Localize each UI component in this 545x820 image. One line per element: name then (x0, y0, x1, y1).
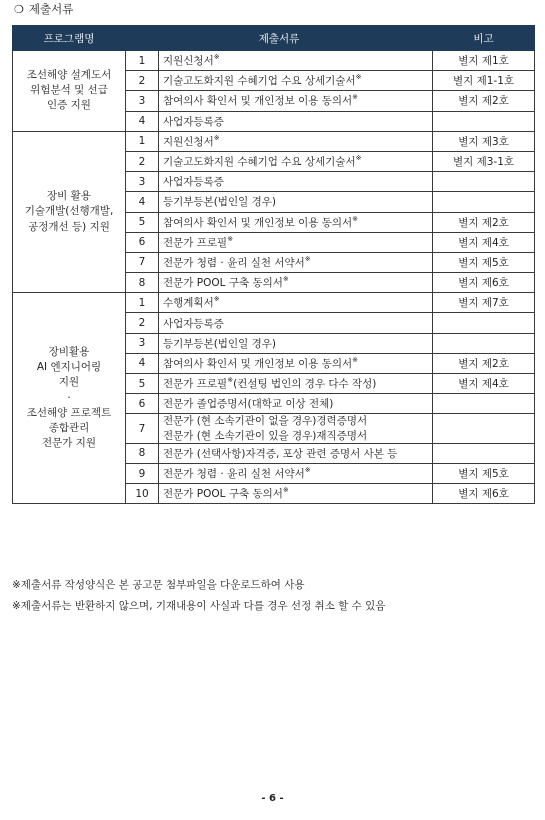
program-name-line: 전문가 지원 (41, 437, 97, 450)
note-cell (433, 414, 535, 443)
program-name-line: 인증 지원 (47, 99, 91, 112)
note-cell: 별지 제5호 (433, 463, 535, 483)
form-mark: ※ (282, 275, 289, 284)
document-name-cell (159, 91, 433, 111)
note-cell: 별지 제2호 (433, 353, 535, 373)
program-name-line: 공정개선 등) 지원 (28, 220, 110, 233)
note-cell: 별지 제3-1호 (433, 151, 535, 171)
document-name-cell (159, 394, 433, 414)
document-name-cell (159, 484, 433, 504)
row-number: 6 (126, 232, 159, 252)
document-name: 기술고도화지원 수혜기업 수요 상세기술서 (163, 156, 356, 169)
document-name-cell (159, 51, 433, 71)
row-number: 3 (126, 333, 159, 353)
document-name-cell (159, 463, 433, 483)
document-name-cell (159, 111, 433, 131)
document-name: 사업자등록증 (163, 176, 224, 189)
row-number: 9 (126, 463, 159, 483)
row-number: 10 (126, 484, 159, 504)
form-mark: ※ (352, 93, 358, 102)
note-cell: 별지 제4호 (433, 232, 535, 252)
table-row (13, 51, 535, 71)
document-name-cell (159, 172, 433, 192)
program-name-line: AI 엔지니어링 (36, 361, 102, 374)
document-name: 사업자등록증 (163, 115, 224, 128)
document-name-cell (159, 414, 433, 443)
table-row (13, 293, 535, 313)
footnotes (12, 575, 385, 617)
row-number: 2 (126, 313, 159, 333)
program-name-line: 지원 (58, 376, 80, 389)
header-note: 비고 (433, 26, 535, 51)
program-name-line: 위험분석 및 선급 (30, 84, 108, 97)
row-number: 5 (126, 212, 159, 232)
form-mark: ※ (304, 254, 311, 263)
row-number: 8 (126, 273, 159, 293)
program-name-line: · (67, 391, 71, 404)
section-heading (14, 1, 73, 17)
document-name: 전문가 POOL 구축 동의서 (163, 488, 283, 501)
document-name-cell (159, 151, 433, 171)
row-number: 3 (126, 91, 159, 111)
document-name: 참여의사 확인서 및 개인정보 이용 동의서 (163, 357, 353, 370)
row-number: 8 (126, 443, 159, 463)
row-number: 1 (126, 51, 159, 71)
document-name-cell (159, 333, 433, 353)
document-name: 전문가 프로필 (163, 378, 228, 391)
row-number: 3 (126, 172, 159, 192)
form-mark: ※ (213, 53, 220, 62)
program-name-cell (13, 131, 126, 293)
document-name: 전문가 청렴 · 윤리 실천 서약서 (163, 256, 305, 269)
document-name-line2: 전문가 (현 소속기관이 있을 경우)재직증명서 (163, 429, 368, 442)
document-name: 지원신청서 (163, 135, 214, 148)
document-name: 지원신청서 (163, 55, 214, 68)
note-cell (433, 313, 535, 333)
note-cell: 별지 제7호 (433, 293, 535, 313)
table-row (13, 131, 535, 151)
program-name-line: 장비 활용 (47, 190, 91, 203)
row-number: 4 (126, 353, 159, 373)
document-name-cell (159, 192, 433, 212)
document-name-cell (159, 293, 433, 313)
document-name: 전문가 청렴 · 윤리 실천 서약서 (163, 468, 305, 480)
document-name: 전문가 졸업증명서(대학교 이상 전체) (163, 398, 334, 411)
note-cell: 별지 제6호 (433, 484, 535, 504)
form-mark: ※ (352, 355, 358, 364)
document-name-cell (159, 212, 433, 232)
row-number: 6 (126, 394, 159, 414)
document-name-cell (159, 71, 433, 91)
note-cell (433, 192, 535, 212)
footnote: ※제출서류는 반환하지 않으며, 기재내용이 사실과 다를 경우 선정 취소 할 수 있음 (12, 600, 386, 612)
form-mark: ※ (227, 376, 234, 385)
document-name-cell (159, 232, 433, 252)
note-cell: 별지 제1호 (433, 51, 535, 71)
document-name-cell (159, 443, 433, 463)
document-name-cell (159, 353, 433, 373)
note-cell: 별지 제2호 (433, 91, 535, 111)
document-name-cell (159, 374, 433, 394)
row-number: 7 (126, 252, 159, 272)
form-mark: ※ (355, 73, 362, 82)
footnote: ※제출서류 작성양식은 본 공고문 첨부파일을 다운로드하여 사용 (12, 579, 305, 591)
note-cell (433, 333, 535, 353)
table-header-row (13, 26, 535, 51)
document-name-cell (159, 273, 433, 293)
row-number: 2 (126, 151, 159, 171)
note-cell (433, 394, 535, 414)
form-mark: ※ (213, 133, 220, 142)
document-name: 전문가 POOL 구축 동의서 (163, 277, 283, 290)
document-name: 참여의사 확인서 및 개인정보 이용 동의서 (163, 216, 353, 229)
row-number: 5 (126, 374, 159, 394)
program-name-line: 기술개발(선행개발, (24, 205, 114, 218)
note-cell (433, 111, 535, 131)
note-cell: 별지 제6호 (433, 273, 535, 293)
header-program: 프로그램명 (13, 26, 126, 51)
note-cell: 별지 제2호 (433, 212, 535, 232)
document-name-cell (159, 131, 433, 151)
form-mark: ※ (213, 295, 220, 304)
note-cell: 별지 제4호 (433, 374, 535, 394)
document-name: 참여의사 확인서 및 개인정보 이용 동의서 (163, 95, 353, 108)
note-cell (433, 172, 535, 192)
document-name: 기술고도화지원 수혜기업 수요 상세기술서 (163, 75, 356, 88)
document-name-cell (159, 313, 433, 333)
program-name-line: 조선해양 프로젝트 (26, 406, 112, 419)
section-title: 제출서류 (28, 2, 74, 16)
circle-bullet-icon: ❍ (14, 2, 24, 16)
document-name: 등기부등본(법인일 경우) (163, 196, 276, 209)
documents-table (12, 25, 535, 504)
program-name-cell (13, 51, 126, 132)
row-number: 4 (126, 192, 159, 212)
table-body (13, 51, 535, 504)
document-name: 전문가 프로필 (163, 236, 228, 249)
note-cell (433, 443, 535, 463)
row-number: 7 (126, 414, 159, 443)
header-docs: 제출서류 (126, 26, 433, 51)
program-name-line: 종합관리 (48, 422, 90, 435)
row-number: 1 (126, 293, 159, 313)
program-name-cell (13, 293, 126, 504)
form-mark: ※ (304, 466, 311, 474)
form-mark: ※ (227, 234, 234, 243)
page-number: - 6 - (261, 793, 284, 804)
program-name-line: 장비활용 (48, 346, 90, 358)
document-name: 전문가 (선택사항)자격증, 포상 관련 증명서 사본 등 (163, 447, 398, 460)
row-number: 1 (126, 131, 159, 151)
row-number: 4 (126, 111, 159, 131)
note-cell: 별지 제1-1호 (433, 71, 535, 91)
document-name-cell (159, 252, 433, 272)
document-name: 수행계획서 (163, 297, 214, 310)
document-name: 전문가 (현 소속기관이 없을 경우)경력증명서 (163, 415, 368, 428)
note-cell: 별지 제3호 (433, 131, 535, 151)
form-mark: ※ (282, 486, 289, 495)
note-cell: 별지 제5호 (433, 252, 535, 272)
document-note-inline: (컨설팅 법인의 경우 다수 작성) (233, 378, 377, 391)
program-name-line: 조선해양 설계도서 (26, 69, 112, 82)
form-mark: ※ (352, 214, 358, 223)
form-mark: ※ (355, 154, 362, 163)
document-name: 사업자등록증 (163, 317, 224, 330)
document-name: 등기부등본(법인일 경우) (163, 337, 276, 350)
row-number: 2 (126, 71, 159, 91)
